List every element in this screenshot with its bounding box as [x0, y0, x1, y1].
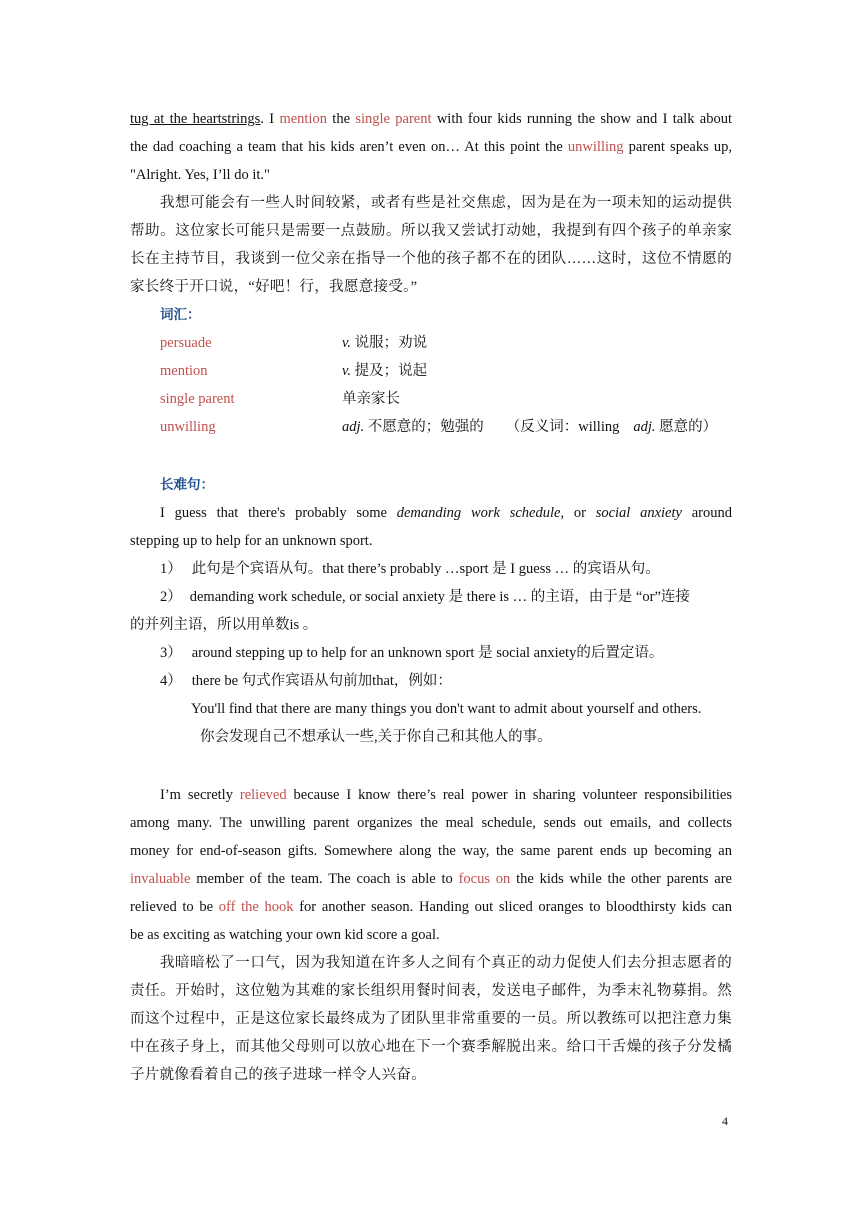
text: with four kids running the show and I talk about: [431, 111, 732, 127]
note-number: 2）: [160, 589, 182, 605]
long-sentence-line2: stepping up to help for an unknown sport.: [130, 533, 373, 549]
note-text: 此句是个宾语从句。that there’s probably …sport 是 I guess … 的宾语从句。: [191, 561, 660, 577]
phrase-underlined: tug at the heartstrings: [130, 111, 261, 127]
vocab-row: [160, 329, 740, 357]
text: for another season. Handing out sliced oranges to bloodthirsty kids can: [293, 899, 732, 915]
meaning: 提及；说起: [351, 363, 428, 379]
vocab-highlight: invaluable: [130, 871, 191, 887]
part-of-speech: v.: [342, 335, 351, 351]
note-number: 1）: [160, 561, 182, 577]
vocab-row: [160, 385, 740, 413]
part-of-speech: v.: [342, 363, 351, 379]
long-sentence-line1: [130, 499, 732, 527]
vocab-word: persuade: [160, 335, 212, 351]
note-continuation: 的并列主语，所以用单数is 。: [130, 617, 318, 633]
part-of-speech: adj.: [342, 419, 365, 435]
note-text: there be 句式作宾语从句前加that，例如：: [191, 673, 452, 689]
text: the kids while the other parents are: [510, 871, 732, 887]
para1-line2: [130, 133, 732, 161]
page-number: 4: [722, 1114, 728, 1128]
para2-line6: be as exciting as watching your own kid score a goal.: [130, 927, 440, 943]
text: parent speaks up,: [623, 139, 733, 155]
text: around: [681, 505, 732, 521]
note-number: 3）: [160, 645, 182, 661]
note-number: 4）: [160, 673, 182, 689]
para2-line4: [130, 865, 732, 893]
text: relieved to be: [130, 899, 219, 915]
para1-line3: "Alright. Yes, I’ll do it.": [130, 167, 270, 183]
text: I’m secretly: [160, 787, 240, 803]
para1-cn-line2: 帮助。这位家长可能只是需要一点鼓励。所以我又尝试打动她，我提到有四个孩子的单亲家: [130, 223, 732, 239]
vocab-word: mention: [160, 363, 208, 379]
italic-phrase: social anxiety: [595, 505, 682, 521]
vocab-definition: [342, 357, 427, 385]
vocab-row: [160, 413, 740, 441]
note-text: demanding work schedule, or social anxiety 是 there is … 的主语，由于是 “or”连接: [189, 589, 690, 605]
para2-cn-line4: 中在孩子身上，而其他父母则可以放心地在下一个赛季解脱出来。给口干舌燥的孩子分发橘: [130, 1039, 732, 1055]
vocab-highlight: single parent: [355, 111, 432, 127]
antonym: （反义词：willing: [505, 419, 620, 435]
text: because I know there’s real power in sharing volunteer responsibilities: [286, 787, 732, 803]
para1-cn-line3: 长在主持节目，我谈到一位父亲在指导一个他的孩子都不在的团队……这时，这位不情愿的: [130, 251, 732, 267]
para2-cn-line2: 责任。开始时，这位勉为其难的家长组织用餐时间表，发送电子邮件，为季末礼物募捐。然: [130, 983, 732, 999]
vocab-row: [160, 357, 740, 385]
part-of-speech: adj.: [633, 419, 656, 435]
long-sentence-heading: 长难句：: [160, 477, 214, 493]
meaning: 说服；劝说: [351, 335, 428, 351]
vocab-highlight: focus on: [458, 871, 511, 887]
vocab-definition: [342, 329, 427, 357]
para2-line1: [130, 781, 732, 809]
para2-line3: money for end-of-season gifts. Somewhere along the way, the same parent ends up becoming an: [130, 843, 732, 859]
text: the dad coaching a team that his kids aren’t even on… At this point the: [130, 139, 568, 155]
antonym-meaning: 愿意的）: [655, 419, 718, 435]
vocab-heading: 词汇：: [160, 307, 201, 323]
note-text: around stepping up to help for an unknown sport 是 social anxiety的后置定语。: [191, 645, 664, 661]
vocab-definition: [342, 385, 400, 413]
vocab-highlight: off the hook: [218, 899, 294, 915]
para1-cn-line4: 家长终于开口说，“好吧！行，我愿意接受。”: [130, 279, 418, 295]
italic-phrase: demanding work schedule: [396, 505, 561, 521]
para2-line5: [130, 893, 732, 921]
vocab-definition: [342, 413, 717, 441]
para1-line1: [130, 105, 732, 133]
example-translation: 你会发现自己不想承认一些,关于你自己和其他人的事。: [200, 729, 552, 745]
note-item: [160, 667, 452, 695]
note-item: [160, 639, 663, 667]
vocab-word: single parent: [160, 391, 235, 407]
text: the: [326, 111, 356, 127]
para2-line2: among many. The unwilling parent organizes the meal schedule, sends out emails, and collects: [130, 815, 732, 831]
para1-cn-line1: 我想可能会有一些人时间较紧，或者有些是社交焦虑，因为是在为一项未知的运动提供: [160, 195, 732, 211]
vocab-word: unwilling: [160, 419, 216, 435]
para2-cn-line5: 子片就像看着自己的孩子进球一样令人兴奋。: [130, 1067, 426, 1083]
note-item: [160, 555, 660, 583]
vocab-highlight: unwilling: [567, 139, 624, 155]
para2-cn-line1: 我暗暗松了一口气，因为我知道在许多人之间有个真正的动力促使人们去分担志愿者的: [160, 955, 732, 971]
meaning: 不愿意的；勉强的: [364, 419, 484, 435]
vocab-highlight: relieved: [239, 787, 287, 803]
note-item: [160, 583, 690, 611]
text: . I: [260, 111, 280, 127]
text: member of the team. The coach is able to: [190, 871, 459, 887]
text: , or: [560, 505, 596, 521]
para2-cn-line3: 而这个过程中，正是这位家长最终成为了团队里非常重要的一员。所以教练可以把注意力集: [130, 1011, 732, 1027]
vocab-highlight: mention: [279, 111, 327, 127]
meaning: 单亲家长: [342, 391, 400, 407]
example-sentence: You'll find that there are many things you don't want to admit about yourself and others.: [191, 701, 702, 717]
text: I guess that there's probably some: [160, 505, 397, 521]
